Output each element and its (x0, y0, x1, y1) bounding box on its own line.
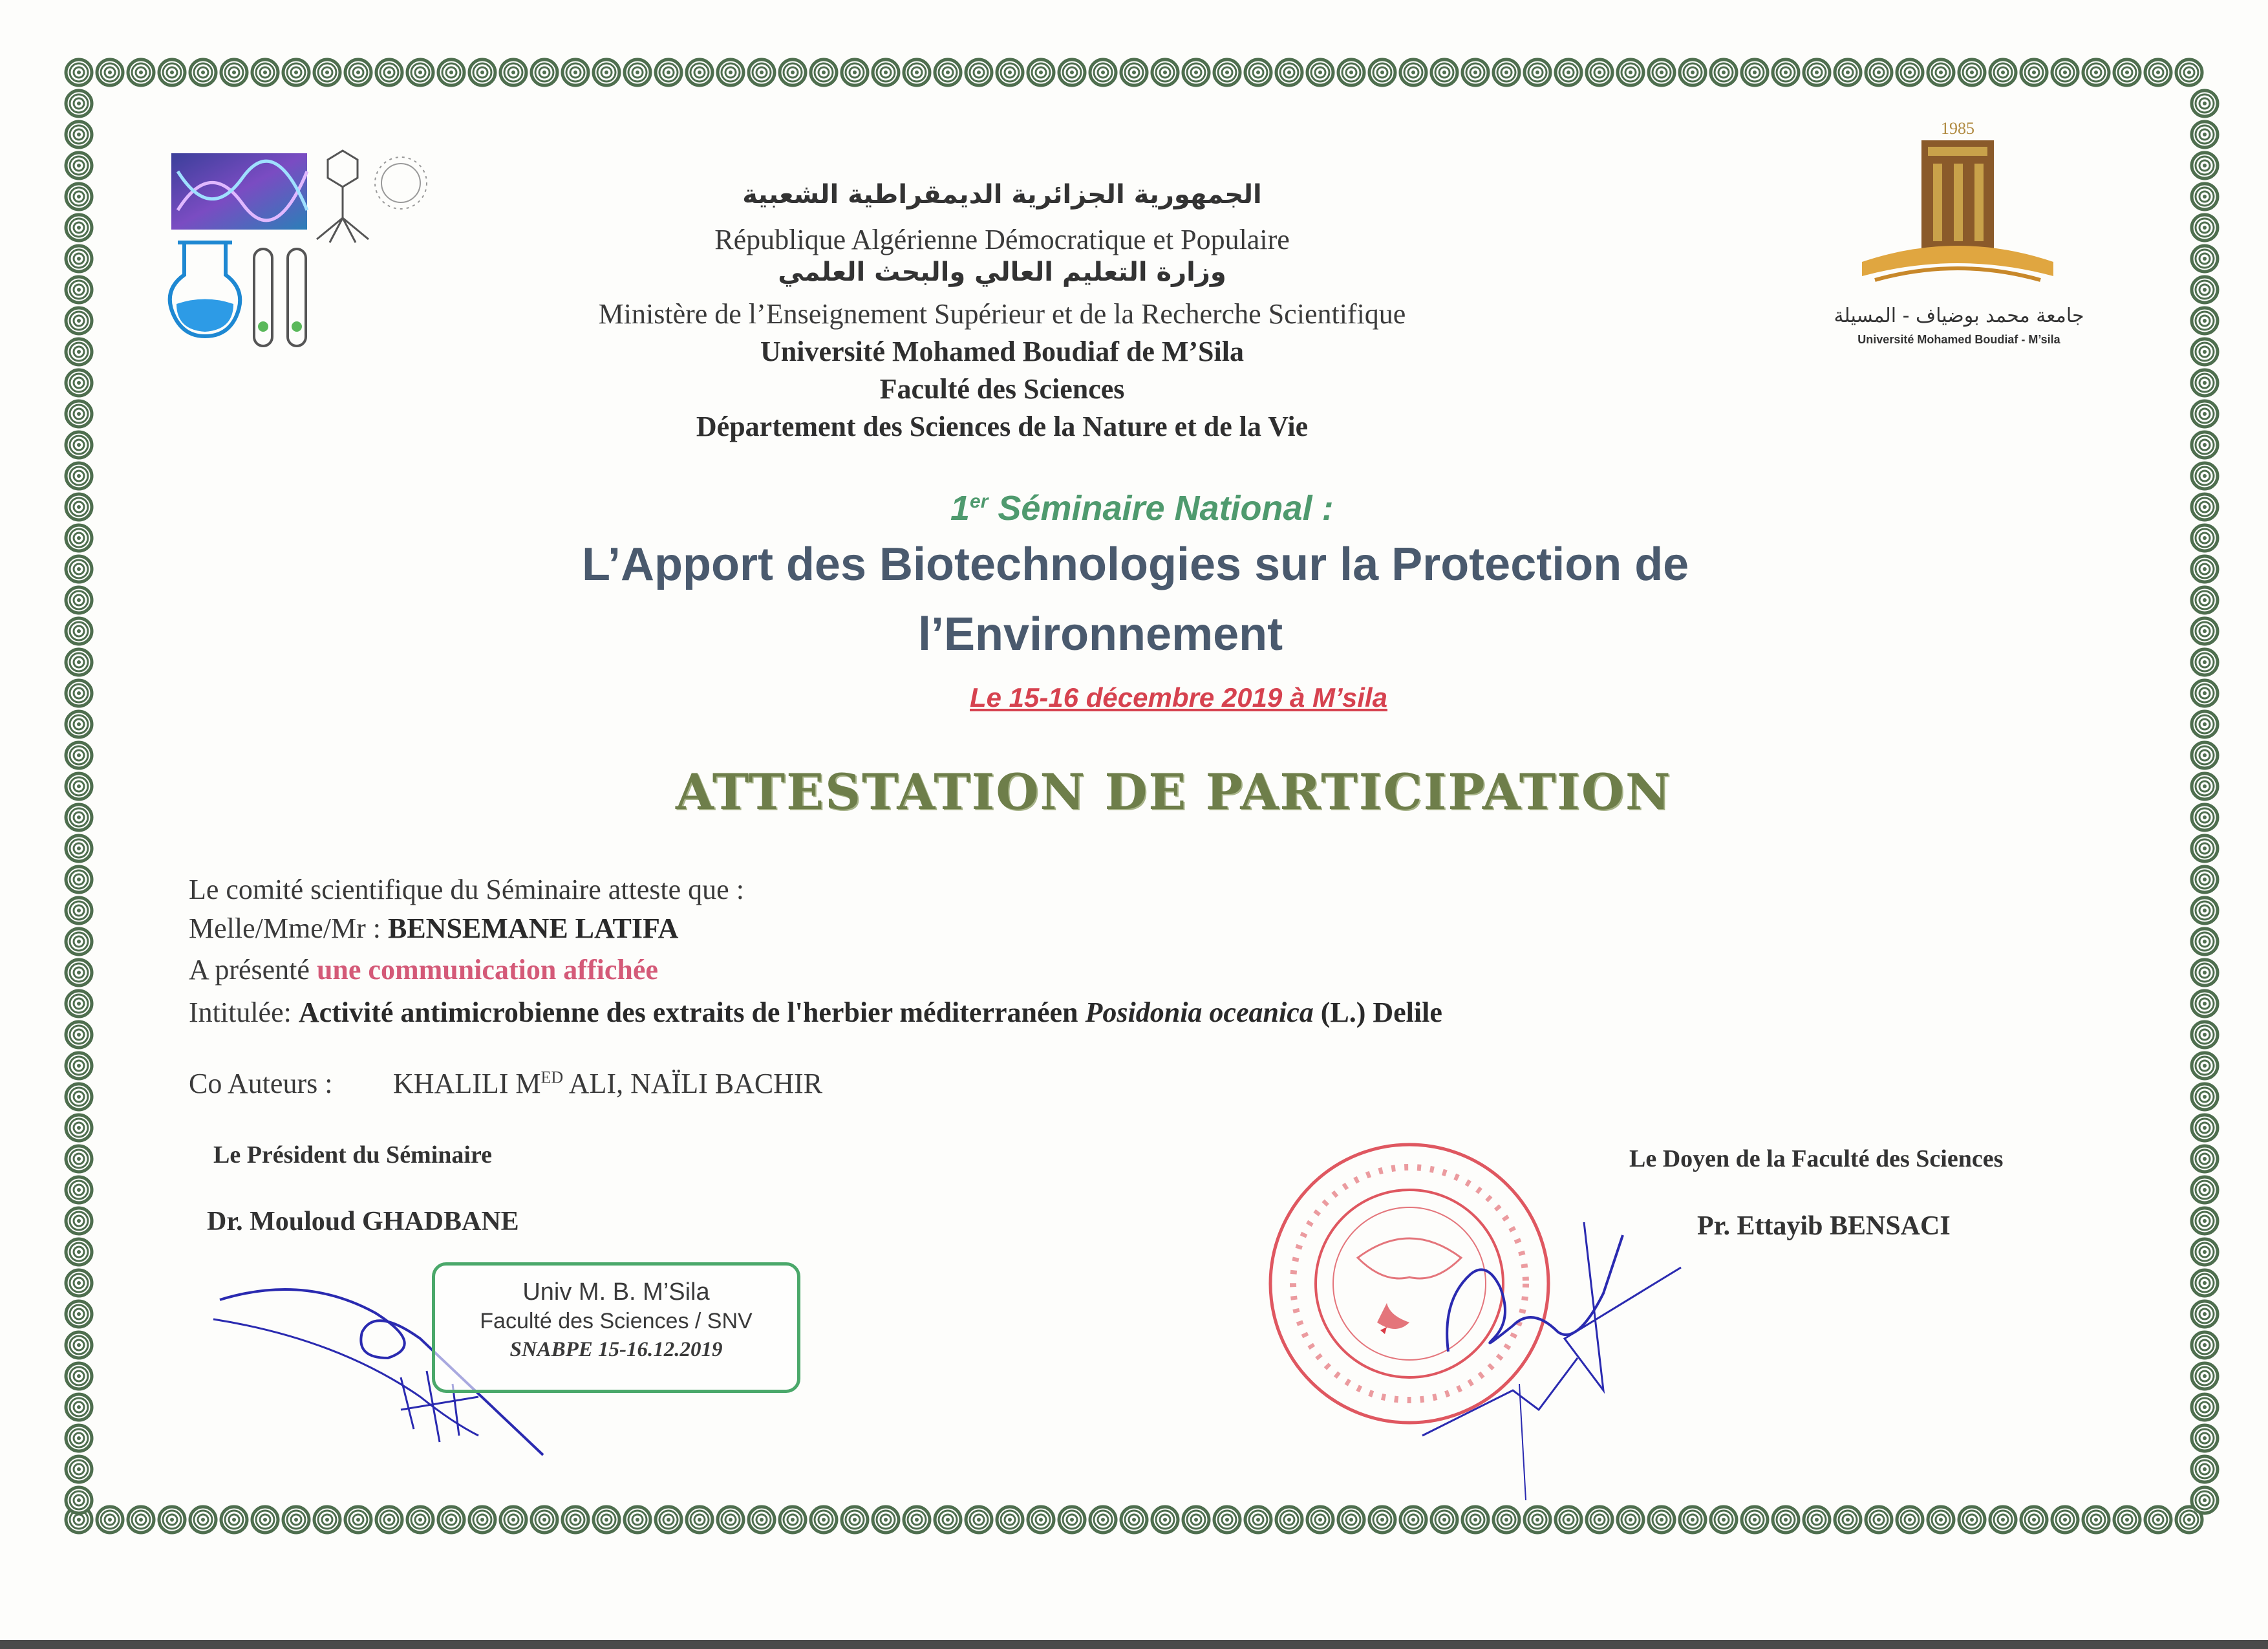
border-spiral (687, 59, 712, 85)
border-spiral (252, 59, 278, 85)
border-spiral (1431, 1507, 1457, 1533)
border-spiral (66, 711, 92, 737)
border-spiral (314, 1507, 340, 1533)
border-spiral (66, 1301, 92, 1327)
header-republic: République Algérienne Démocratique et Populaire (714, 224, 1290, 255)
border-spiral (159, 1507, 185, 1533)
border-spiral (718, 1507, 744, 1533)
border-spiral (252, 1507, 278, 1533)
border-spiral (1090, 1507, 1116, 1533)
university-tower-emblem (1810, 113, 2108, 307)
border-spiral (1897, 59, 1923, 85)
border-spiral (66, 556, 92, 582)
border-spiral (594, 59, 619, 85)
border-spiral (1742, 59, 1768, 85)
seminar-title-line2: l’Environnement (918, 609, 1283, 660)
border-spiral (1928, 1507, 1954, 1533)
border-spiral (66, 122, 92, 147)
border-spiral (500, 59, 526, 85)
border-spiral (2192, 370, 2218, 396)
border-spiral (687, 1507, 712, 1533)
border-spiral (1400, 1507, 1426, 1533)
border-spiral (1338, 1507, 1364, 1533)
border-spiral (749, 59, 775, 85)
border-spiral (1245, 1507, 1271, 1533)
stamp-line2: Faculté des Sciences / SNV (480, 1309, 753, 1333)
border-spiral (2192, 711, 2218, 737)
seminar-ordinal-sup: er (970, 491, 989, 512)
border-spiral (66, 59, 92, 85)
border-spiral (1587, 59, 1612, 85)
border-spiral (1369, 1507, 1395, 1533)
participant-label: Melle/Mme/Mr : (189, 912, 388, 944)
presented-line (189, 953, 658, 986)
border-spiral (66, 1425, 92, 1451)
border-spiral (1897, 1507, 1923, 1533)
border-spiral (66, 1115, 92, 1141)
border-spiral (66, 91, 92, 116)
border-spiral (2145, 1507, 2171, 1533)
border-spiral (2192, 1363, 2218, 1389)
border-spiral (1090, 59, 1116, 85)
border-spiral (128, 1507, 154, 1533)
border-spiral (2192, 339, 2218, 365)
seminar-date: Le 15-16 décembre 2019 à M’sila (970, 682, 1387, 713)
border-spiral (1121, 59, 1147, 85)
border-spiral (2192, 804, 2218, 830)
border-spiral (66, 1022, 92, 1048)
border-spiral (2192, 401, 2218, 427)
border-spiral (1524, 1507, 1550, 1533)
border-spiral (2192, 432, 2218, 458)
border-spiral (190, 59, 216, 85)
border-spiral (997, 59, 1023, 85)
border-spiral (66, 494, 92, 520)
border-spiral (1059, 1507, 1085, 1533)
border-spiral (2176, 59, 2202, 85)
border-spiral (314, 59, 340, 85)
communication-title: Activité antimicrobienne des extraits de l'herbier méditerranéen (298, 997, 1086, 1028)
border-spiral (1866, 1507, 1892, 1533)
attestation-title: ATTESTATION DE PARTICIPATION (676, 763, 1672, 821)
border-spiral (1990, 1507, 2016, 1533)
border-spiral (1928, 59, 1954, 85)
president-title: Le Président du Séminaire (213, 1141, 493, 1169)
border-spiral (2192, 835, 2218, 861)
border-spiral (1680, 59, 1706, 85)
border-spiral (2192, 1146, 2218, 1172)
border-spiral (469, 1507, 495, 1533)
border-spiral (66, 867, 92, 892)
border-spiral (66, 835, 92, 861)
border-spiral (2192, 277, 2218, 303)
border-spiral (2192, 1239, 2218, 1265)
border-spiral (873, 59, 899, 85)
border-spiral (66, 153, 92, 178)
border-spiral (2192, 1115, 2218, 1141)
border-spiral (718, 59, 744, 85)
border-spiral (966, 1507, 992, 1533)
communication-title-end: (L.) Delile (1313, 997, 1442, 1028)
flask-icon (170, 242, 241, 336)
border-spiral (1773, 59, 1799, 85)
border-spiral (2192, 960, 2218, 986)
border-spiral (2192, 122, 2218, 147)
border-spiral (66, 277, 92, 303)
border-spiral (1742, 1507, 1768, 1533)
border-spiral (2192, 556, 2218, 582)
border-spiral (2192, 1084, 2218, 1110)
coauthors-part-a: KHALILI M (393, 1068, 541, 1099)
logo-latin-name: Université Mohamed Boudiaf - M’sila (1857, 333, 2060, 346)
border-spiral (2192, 1270, 2218, 1296)
border-spiral (66, 1084, 92, 1110)
border-spiral (1618, 59, 1643, 85)
border-spiral (2021, 1507, 2047, 1533)
border-spiral (66, 587, 92, 613)
border-spiral (2083, 59, 2109, 85)
border-spiral (562, 59, 588, 85)
presented-label: A présenté (189, 954, 317, 986)
header-faculty: Faculté des Sciences (879, 373, 1125, 405)
border-spiral (1183, 1507, 1209, 1533)
border-spiral (2192, 1301, 2218, 1327)
border-spiral (97, 1507, 123, 1533)
science-illustration (165, 146, 436, 365)
border-spiral (1649, 59, 1674, 85)
border-spiral (159, 59, 185, 85)
border-spiral (66, 401, 92, 427)
header-university: Université Mohamed Boudiaf de M’Sila (760, 336, 1244, 367)
border-spiral (1804, 1507, 1830, 1533)
test-tubes-icon (254, 249, 306, 346)
border-spiral (1369, 59, 1395, 85)
border-spiral (1400, 59, 1426, 85)
border-spiral (1307, 1507, 1333, 1533)
border-spiral (1121, 1507, 1147, 1533)
border-spiral (1059, 59, 1085, 85)
science-icons (165, 146, 436, 365)
border-spiral (66, 308, 92, 334)
border-spiral (1835, 59, 1861, 85)
dean-name: Pr. Ettayib BENSACI (1697, 1211, 1951, 1241)
border-spiral (780, 1507, 806, 1533)
border-spiral (811, 1507, 837, 1533)
border-spiral (1276, 59, 1302, 85)
stamp-line3: SNABPE 15-16.12.2019 (509, 1338, 723, 1361)
border-spiral (66, 649, 92, 675)
border-spiral (656, 1507, 681, 1533)
border-spiral (873, 1507, 899, 1533)
border-spiral (66, 1456, 92, 1482)
border-spiral (1835, 1507, 1861, 1533)
seminar-label-text: Séminaire National : (988, 489, 1334, 528)
border-spiral (625, 59, 650, 85)
border-spiral (66, 898, 92, 923)
border-spiral (1431, 59, 1457, 85)
border-spiral (2192, 91, 2218, 116)
border-spiral (594, 1507, 619, 1533)
border-spiral (1556, 59, 1581, 85)
border-spiral (2192, 308, 2218, 334)
border-spiral (2192, 1022, 2218, 1048)
border-spiral (2192, 1394, 2218, 1420)
border-spiral (66, 742, 92, 768)
border-spiral (1152, 59, 1178, 85)
border-spiral (2192, 898, 2218, 923)
border-spiral (221, 59, 247, 85)
border-spiral (1493, 1507, 1519, 1533)
border-spiral (2192, 463, 2218, 489)
border-spiral (2192, 991, 2218, 1017)
university-stamp (432, 1262, 800, 1393)
border-spiral (1866, 59, 1892, 85)
border-spiral (66, 773, 92, 799)
border-spiral (66, 804, 92, 830)
border-spiral (66, 960, 92, 986)
border-spiral (66, 525, 92, 551)
border-spiral (656, 59, 681, 85)
header-department: Département des Sciences de la Nature et de la Vie (696, 411, 1309, 442)
bacteriophage-icon (317, 151, 369, 242)
border-spiral (2192, 867, 2218, 892)
border-spiral (1276, 1507, 1302, 1533)
border-spiral (1462, 1507, 1488, 1533)
border-spiral (2192, 153, 2218, 178)
border-spiral (66, 618, 92, 644)
border-spiral (935, 59, 961, 85)
border-spiral (66, 680, 92, 706)
border-spiral (1183, 59, 1209, 85)
species-name: Posidonia oceanica (1085, 997, 1314, 1028)
border-spiral (904, 1507, 930, 1533)
seminar-label (950, 488, 1334, 528)
border-spiral (1804, 59, 1830, 85)
border-spiral (2083, 1507, 2109, 1533)
border-spiral (283, 59, 309, 85)
border-spiral (190, 1507, 216, 1533)
header-arabic-ministry: وزارة التعليم العالي والبحث العلمي (778, 257, 1226, 287)
communication-title-line (189, 996, 1442, 1029)
border-spiral (1618, 1507, 1643, 1533)
president-name: Dr. Mouloud GHADBANE (207, 1207, 519, 1236)
border-spiral (2192, 680, 2218, 706)
border-spiral (1587, 1507, 1612, 1533)
border-spiral (376, 59, 402, 85)
scan-edge-strip (0, 1640, 2268, 1649)
border-spiral (1028, 59, 1054, 85)
coauthors-names (393, 1067, 822, 1100)
border-spiral (2052, 59, 2078, 85)
participant-line (189, 912, 678, 945)
border-spiral (780, 59, 806, 85)
border-spiral (2192, 1332, 2218, 1358)
university-logo (1810, 113, 2108, 359)
coauthors-sup: ED (540, 1068, 564, 1087)
border-spiral (2192, 215, 2218, 241)
border-spiral (2021, 59, 2047, 85)
border-spiral (66, 1270, 92, 1296)
header-arabic-republic: الجمهورية الجزائرية الديمقراطية الشعبية (742, 180, 1262, 210)
border-spiral (128, 59, 154, 85)
title-label: Intitulée: (189, 997, 299, 1028)
border-spiral (283, 1507, 309, 1533)
border-spiral (345, 1507, 371, 1533)
border-spiral (66, 1208, 92, 1234)
border-spiral (2192, 525, 2218, 551)
border-spiral (2114, 1507, 2140, 1533)
border-spiral (1493, 59, 1519, 85)
border-spiral (1649, 1507, 1674, 1533)
border-spiral (2192, 494, 2218, 520)
border-spiral (438, 59, 464, 85)
border-spiral (66, 246, 92, 272)
border-spiral (1338, 59, 1364, 85)
border-spiral (1990, 59, 2016, 85)
border-spiral (562, 1507, 588, 1533)
border-spiral (376, 1507, 402, 1533)
border-spiral (66, 1146, 92, 1172)
border-spiral (438, 1507, 464, 1533)
border-spiral (66, 432, 92, 458)
border-spiral (1773, 1507, 1799, 1533)
border-spiral (531, 59, 557, 85)
dna-image-icon (171, 153, 307, 230)
border-spiral (2192, 1177, 2218, 1203)
coauthors-label: Co Auteurs : (189, 1068, 333, 1099)
border-spiral (1152, 1507, 1178, 1533)
stamp-line1: Univ M. B. M’Sila (522, 1278, 710, 1306)
virus-icon (375, 157, 427, 209)
border-spiral (66, 1239, 92, 1265)
dean-title: Le Doyen de la Faculté des Sciences (1629, 1145, 2004, 1172)
header-ministry: Ministère de l’Enseignement Supérieur et de la Recherche Scientifique (598, 298, 1406, 330)
border-spiral (1462, 59, 1488, 85)
border-spiral (1711, 59, 1737, 85)
border-spiral (2114, 59, 2140, 85)
border-spiral (469, 59, 495, 85)
coauthors-part-b: ALI, NAÏLI BACHIR (563, 1068, 823, 1099)
border-spiral (966, 59, 992, 85)
border-spiral (625, 1507, 650, 1533)
border-spiral (1711, 1507, 1737, 1533)
border-spiral (1028, 1507, 1054, 1533)
border-spiral (2192, 1425, 2218, 1451)
border-spiral (2192, 1456, 2218, 1482)
border-spiral (1214, 59, 1240, 85)
border-spiral (749, 1507, 775, 1533)
participant-name: BENSEMANE LATIFA (387, 912, 679, 944)
border-spiral (2052, 1507, 2078, 1533)
dean-signature (1409, 1196, 1771, 1507)
border-spiral (97, 59, 123, 85)
border-spiral (2192, 618, 2218, 644)
logo-arabic-name: جامعة محمد بوضياف - المسيلة (1834, 305, 2084, 327)
border-spiral (345, 59, 371, 85)
border-spiral (1556, 1507, 1581, 1533)
seminar-title-line1: L’Apport des Biotechnologies sur la Protection de (582, 539, 1689, 590)
border-spiral (66, 929, 92, 954)
border-spiral (2192, 587, 2218, 613)
border-spiral (531, 1507, 557, 1533)
border-spiral (904, 59, 930, 85)
border-spiral (66, 1394, 92, 1420)
border-spiral (1959, 59, 1985, 85)
logo-year: 1985 (1941, 119, 1974, 138)
seminar-ordinal: 1 (950, 489, 970, 528)
border-spiral (842, 1507, 868, 1533)
border-spiral (2192, 1053, 2218, 1079)
border-spiral (66, 215, 92, 241)
border-spiral (66, 339, 92, 365)
border-spiral (66, 463, 92, 489)
border-spiral (842, 59, 868, 85)
border-spiral (935, 1507, 961, 1533)
border-spiral (407, 1507, 433, 1533)
border-spiral (2192, 773, 2218, 799)
border-spiral (2192, 1487, 2218, 1513)
border-spiral (1307, 59, 1333, 85)
border-spiral (66, 1053, 92, 1079)
border-spiral (2192, 929, 2218, 954)
presentation-type: une communication affichée (316, 954, 658, 986)
border-spiral (2192, 184, 2218, 210)
border-spiral (66, 1363, 92, 1389)
border-spiral (1680, 1507, 1706, 1533)
border-spiral (1959, 1507, 1985, 1533)
border-spiral (407, 59, 433, 85)
intro-text: Le comité scientifique du Séminaire atteste que : (189, 874, 744, 905)
border-spiral (2192, 649, 2218, 675)
border-spiral (2145, 59, 2171, 85)
border-spiral (66, 991, 92, 1017)
border-spiral (1524, 59, 1550, 85)
border-spiral (66, 1487, 92, 1513)
border-spiral (1214, 1507, 1240, 1533)
border-spiral (66, 1332, 92, 1358)
border-spiral (66, 370, 92, 396)
border-spiral (811, 59, 837, 85)
border-spiral (500, 1507, 526, 1533)
border-spiral (221, 1507, 247, 1533)
border-spiral (1245, 59, 1271, 85)
border-spiral (2192, 742, 2218, 768)
border-spiral (66, 184, 92, 210)
border-spiral (2192, 246, 2218, 272)
border-spiral (997, 1507, 1023, 1533)
border-spiral (2192, 1208, 2218, 1234)
border-spiral (66, 1177, 92, 1203)
